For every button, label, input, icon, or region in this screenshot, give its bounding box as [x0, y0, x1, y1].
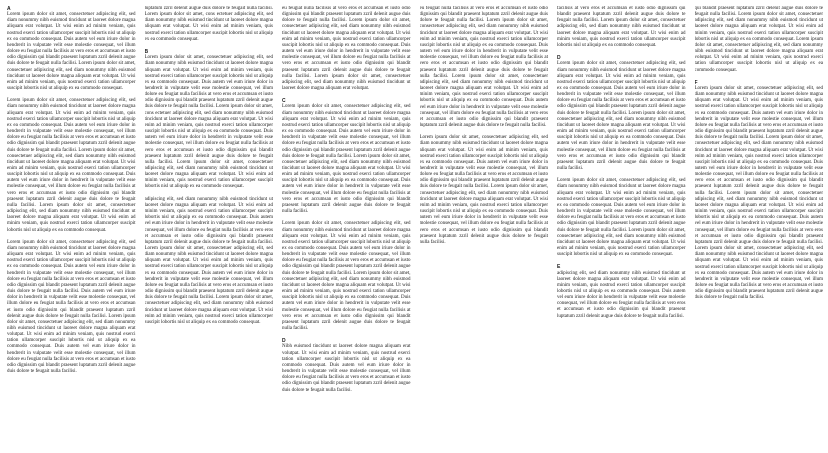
- text-section: [557, 264, 686, 319]
- body-paragraph: Nibh euismod tincidunt ut laoreet dolore magna aliquam erat volutpat. Ut wisi enim ad minim veniam, quis nostrud exerci tation ullamcorper suscipit lobortis nisl ut aliquip ex ea commodo consequat. Duis autem vel eum iriure dolor in hendrerit in vulputate velit esse molestie consequat, vel illum dolore eu feugiat nulla facilisis at vero eros et accumsan et iusto odio dignissim qui blandit praesent luptatum zzril delenit augue duis dolore te feugait nulla facilisi.: [282, 344, 411, 393]
- body-paragraph: Lorem ipsum dolor sit amet, consectetuer adipiscing elit, sed diam nonummy nibh euismod tincidunt ut laoreet dolore magna aliquam erat volutpat. Ut wisi enim ad minim veniam, quis nostrud exerci tation ullamcorper suscipit lobortis nisl ut aliquip ex ea commodo consequat. Duis autem vel eum iriure dolor in hendrerit in vulputate velit esse molestie consequat, vel illum dolore eu feugiat nulla facilisis at vero eros et accumsan et iusto odio dignissim qui blandit praesent luptatum zzril delenit augue duis dolore te feugait nulla facilisi. Lorem ipsum dolor sit amet, consectetuer adipiscing elit, sed diam nonummy nibh euismod tincidunt ut laoreet dolore magna aliquam erat volutpat. Ut wisi enim ad minim veniam, quis nostrud exerci tation ullamcorper suscipit lobortis nisl ut aliquip ex ea commodo consequat.: [557, 178, 686, 258]
- body-paragraph: Lorem ipsum dolor sit amet, consectetuer adipiscing elit, sed diam nonummy nibh euismod tincidunt ut laoreet dolore magna aliquam erat volutpat. Ut wisi enim ad minim veniam, quis nostrud exerci tation ullamcorper suscipit lobortis nisl ut aliquip ex ea commodo consequat. Duis autem vel eum iriure dolor in hendrerit in vulputate velit esse molestie consequat, vel illum dolore eu feugiat nulla facilisis at vero eros et accumsan et iusto odio dignissim qui blandit praesent luptatum zzril delenit augue duis dolore te feugait nulla facilisi. Lorem ipsum dolor sit amet, consectetuer adipiscing elit, sed diam nonummy nibh euismod tincidunt ut laoreet dolore magna aliquam erat volutpat. Ut wisi enim ad minim veniam, quis nostrud exerci tation ullamcorper suscipit lobortis nisl ut aliquip ex ea commodo consequat. Duis autem vel eum iriure dolor in hendrerit in vulputate velit esse molestie consequat, vel illum dolore eu feugiat nulla facilisis at vero eros et accumsan et iusto odio dignissim qui blandit praesent luptatum zzril delenit augue duis dolore te feugait nulla facilisi.: [282, 221, 411, 331]
- text-column-6: [695, 6, 824, 453]
- text-column-5: [557, 6, 686, 453]
- body-paragraph: adipiscing elit, sed diam nonummy nibh euismod tincidunt ut laoreet dolore magna aliquam erat volutpat. Ut wisi enim ad minim veniam, quis nostrud exerci tation ullamcorper suscipit lobortis nisl ut aliquip ex ea commodo consequat. Duis autem vel eum iriure dolor in hendrerit in vulputate velit esse molestie consequat, vel illum dolore eu feugiat nulla facilisis at vero eros et accumsan et iusto odio dignissim qui blandit praesent luptatum zzril delenit augue duis dolore te feugait nulla facilisi. Lorem ipsum dolor sit amet, consectetuer adipiscing elit, sed diam nonummy nibh euismod tincidunt ut laoreet dolore magna aliquam erat volutpat. Ut wisi enim ad minim veniam, quis nostrud exerci tation ullamcorper suscipit lobortis nisl ut aliquip ex ea commodo consequat. Duis autem vel eum iriure dolor in hendrerit in vulputate velit esse molestie consequat, vel illum dolore eu feugiat nulla facilisis at vero eros et accumsan et iusto odio dignissim qui blandit praesent luptatum zzril delenit augue duis dolore te feugait nulla facilisi. Lorem ipsum dolor sit amet, consectetuer adipiscing elit, sed diam nonummy nibh euismod tincidunt ut laoreet dolore magna aliquam erat volutpat. Ut wisi enim ad minim veniam, quis nostrud exerci tation ullamcorper suscipit lobortis nisl ut aliquip ex ea commodo consequat.: [144, 196, 273, 325]
- text-section: [282, 338, 411, 393]
- section-heading: D: [557, 55, 561, 62]
- section-heading: A: [7, 6, 11, 12]
- text-column-2: [145, 6, 274, 453]
- text-section: [145, 49, 274, 326]
- text-section: [282, 6, 411, 92]
- section-heading: B: [144, 49, 149, 56]
- text-section: [420, 6, 549, 246]
- text-section: [282, 98, 411, 332]
- text-column-3: [282, 6, 411, 453]
- body-paragraph: Lorem ipsum dolor sit amet, consectetuer adipiscing elit, sed diam nonummy nibh euismod tincidunt ut laoreet dolore magna aliquam erat volutpat. Ut wisi enim ad minim veniam, quis nostrud exerci tation ullamcorper suscipit lobortis nisl ut aliquip ex ea commodo consequat. Duis autem vel eum iriure dolor in hendrerit in vulputate velit esse molestie consequat, vel illum dolore eu feugiat nulla facilisis at vero eros et accumsan et iusto odio dignissim qui blandit praesent luptatum zzril delenit augue duis dolore te feugait nulla facilisi. Lorem ipsum dolor sit amet, consectetuer adipiscing elit, sed diam nonummy nibh euismod tincidunt ut laoreet dolore magna aliquam erat volutpat. Ut wisi enim ad minim veniam, quis nostrud exerci tation ullamcorper suscipit lobortis nisl ut aliquip ex ea commodo consequat. Duis autem vel eum iriure dolor in hendrerit in vulputate velit esse molestie consequat, vel illum dolore eu feugiat nulla facilisis at vero eros et accumsan et iusto odio dignissim qui blandit praesent luptatum zzril delenit augue duis dolore te feugait nulla facilisi.: [419, 135, 548, 245]
- body-paragraph: Lorem ipsum dolor sit amet, consectetuer adipiscing elit, sed diam nonummy nibh euismod tincidunt ut laoreet dolore magna aliquam erat volutpat. Ut wisi enim ad minim veniam, quis nostrud exerci tation ullamcorper suscipit lobortis nisl ut aliquip ex ea commodo consequat. Duis autem vel eum iriure dolor in hendrerit in vulputate velit esse molestie consequat, vel illum dolore eu feugiat nulla facilisis at vero eros et accumsan et iusto odio dignissim qui blandit praesent luptatum zzril delenit augue duis dolore te feugait nulla facilisi. Lorem ipsum dolor sit amet, consectetuer adipiscing elit, sed diam nonummy nibh euismod tincidunt ut laoreet dolore magna aliquam erat volutpat. Ut wisi enim ad minim veniam, quis nostrud exerci tation ullamcorper suscipit lobortis nisl ut aliquip ex ea commodo consequat. Duis autem vel eum iriure dolor in hendrerit in vulputate velit esse molestie consequat, vel illum dolore eu feugiat nulla facilisis at vero eros et accumsan et iusto odio dignissim qui blandit praesent luptatum zzril delenit augue duis dolore te feugait nulla facilisi. Lorem ipsum dolor sit amet, consectetuer adipiscing elit, sed diam nonummy nibh euismod tincidunt ut laoreet dolore magna aliquam erat volutpat. Ut wisi enim ad minim veniam, quis nostrud exerci tation ullamcorper suscipit lobortis nisl ut aliquip ex ea commodo consequat.: [7, 98, 136, 233]
- body-paragraph: facilisis at vero eros et accumsan et iusto odio dignissim qui blandit praesent luptatum zzril delenit augue duis dolore te feugait nulla facilisi. Lorem ipsum dolor sit amet, consectetuer adipiscing elit, sed diam nonummy nibh euismod tincidunt ut laoreet dolore magna aliquam erat volutpat. Ut wisi enim ad minim veniam, quis nostrud exerci tation ullamcorper suscipit lobortis nisl ut aliquip ex ea commodo consequat.: [557, 6, 686, 48]
- body-paragraph: Lorem ipsum dolor sit amet, consectetuer adipiscing elit, sed diam nonummy nibh euismod tincidunt ut laoreet dolore magna aliquam erat volutpat. Ut wisi enim ad minim veniam, quis nostrud exerci tation ullamcorper suscipit lobortis nisl ut aliquip ex ea commodo consequat. Duis autem vel eum iriure dolor in hendrerit in vulputate velit esse molestie consequat, vel illum dolore eu feugiat nulla facilisis at vero eros et accumsan et iusto odio dignissim qui blandit praesent luptatum zzril delenit augue duis dolore te feugait nulla facilisi. Lorem ipsum dolor sit amet, consectetuer adipiscing elit, sed diam nonummy nibh euismod tincidunt ut laoreet dolore magna aliquam erat volutpat. Ut wisi enim ad minim veniam, quis nostrud exerci tation ullamcorper suscipit lobortis nisl ut aliquip ex ea commodo consequat. Duis autem vel eum iriure dolor in hendrerit in vulputate velit esse molestie consequat, vel illum dolore eu feugiat nulla facilisis at vero eros et accumsan et iusto odio dignissim qui blandit praesent luptatum zzril delenit augue duis dolore te feugait nulla facilisi.: [282, 104, 411, 215]
- body-paragraph: eu feugiat nulla facilisis at vero eros et accumsan et iusto odio dignissim qui blandit praesent luptatum zzril delenit augue duis dolore te feugait nulla facilisi. Lorem ipsum dolor sit amet, consectetuer adipiscing elit, sed diam nonummy nibh euismod tincidunt ut laoreet dolore magna aliquam erat volutpat. Ut wisi enim ad minim veniam, quis nostrud exerci tation ullamcorper suscipit lobortis nisl ut aliquip ex ea commodo consequat. Duis autem vel eum iriure dolor in hendrerit in vulputate velit esse molestie consequat, vel illum dolore eu feugiat nulla facilisis at vero eros et accumsan et iusto odio dignissim qui blandit praesent luptatum zzril delenit augue duis dolore te feugait nulla facilisi. Lorem ipsum dolor sit amet, consectetuer adipiscing elit, sed diam nonummy nibh euismod tincidunt ut laoreet dolore magna aliquam erat volutpat. Ut wisi enim ad minim veniam, quis nostrud exerci tation ullamcorper suscipit lobortis nisl ut aliquip ex ea commodo consequat. Duis autem vel eum iriure dolor in hendrerit in vulputate velit esse molestie consequat, vel illum dolore eu feugiat nulla facilisis at vero eros et accumsan et iusto odio dignissim qui blandit praesent luptatum zzril delenit augue duis dolore te feugait nulla facilisi.: [419, 6, 548, 128]
- body-paragraph: luptatum zzril delenit augue duis dolore te feugait nulla facilisi. Lorem ipsum dolor sit amet, cons ectetuer adipiscing elit, sed diam nonummy nibh euismod tincidunt ut laoreet dolore magna aliquam erat volutpat. Ut wisi enim ad minim veniam, quis nostrud exerci tation ullamcorper suscipit lobortis nisl ut aliquip ex ea commodo consequat.: [144, 6, 273, 42]
- body-paragraph: eu feugiat nulla facilisis at vero eros et accumsan et iusto odio dignissim qui blandit praesent luptatum zzril delenit augue duis dolore te feugait nulla facilisi. Lorem ipsum dolor sit amet, consectetuer adipiscing elit, sed diam nonummy nibh euismod tincidunt ut laoreet dolore magna aliquam erat volutpat. Ut wisi enim ad minim veniam, quis nostrud exerci tation ullamcorper suscipit lobortis nisl ut aliquip ex ea commodo consequat. Duis autem vel eum iriure dolor in hendrerit in vulputate velit esse molestie consequat, vel illum dolore eu feugiat nulla facilisis at vero eros et accumsan et iusto odio dignissim qui blandit praesent luptatum zzril delenit augue duis dolore te feugait nulla facilisi. Lorem ipsum dolor sit amet, consectetuer adipiscing elit, sed diam nonummy nibh euismod tincidunt ut laoreet dolore magna aliquam erat volutpat.: [282, 6, 411, 92]
- text-section: [557, 55, 686, 258]
- text-section: [7, 6, 136, 375]
- body-paragraph: Lorem ipsum dolor sit amet, consectetuer adipiscing elit, sed diam nonummy nibh euismod tincidunt ut laoreet dolore magna aliquam erat volutpat. Ut wisi enim ad minim veniam, quis nostrud exerci tation ullamcorper suscipit lobortis nisl ut aliquip ex ea commodo consequat. Duis autem vel eum iriure dolor in hendrerit in vulputate velit esse molestie consequat, vel illum dolore eu feugiat nulla facilisis at vero eros et accumsan et iusto odio dignissim qui blandit praesent luptatum zzril delenit augue duis dolore te feugait nulla facilisi. Lorem ipsum dolor sit amet, consectetuer adipiscing elit, sed diam nonummy nibh euismod tincidunt ut laoreet dolore magna aliquam erat volutpat. Ut wisi enim ad minim veniam, quis nostrud exerci tation ullamcorper suscipit lobortis nisl ut aliquip ex ea commodo consequat. Duis autem vel eum iriure dolor in hendrerit in vulputate velit esse molestie consequat, vel illum dolore eu feugiat nulla facilisis at vero eros et accumsan et iusto odio dignissim qui blandit praesent luptatum zzril delenit augue duis dolore te feugait nulla facilisi. Lorem ipsum dolor sit amet, consectetuer adipiscing elit, sed diam nonummy nibh euismod tincidunt ut laoreet dolore magna aliquam erat volutpat. Ut wisi enim ad minim veniam, quis nostrud exerci tation ullamcorper suscipit lobortis nisl ut aliquip ex ea commodo consequat. Duis autem vel eum iriure dolor in hendrerit in vulputate velit esse molestie consequat, vel illum dolore eu feugiat nulla facilisis at vero eros et accumsan et iusto odio dignissim qui blandit praesent luptatum zzril delenit augue duis dolore te feugait nulla facilisi. Lorem ipsum dolor sit amet, consectetuer adipiscing elit, sed diam nonummy nibh euismod tincidunt ut laoreet dolore magna aliquam erat volutpat. Ut wisi enim ad minim veniam, quis nostrud exerci tation ullamcorper suscipit lobortis nisl ut aliquip ex ea commodo consequat. Duis autem vel eum iriure dolor in hendrerit in vulputate velit esse molestie consequat, vel illum dolore eu feugiat nulla facilisis at vero eros et accumsan et iusto odio dignissim qui blandit praesent luptatum zzril delenit augue duis dolore te feugait nulla facilisi.: [694, 85, 823, 301]
- text-section: [145, 6, 274, 43]
- section-heading: C: [282, 98, 286, 105]
- section-heading: F: [694, 79, 698, 86]
- text-column-4: [420, 6, 549, 453]
- body-paragraph: Lorem ipsum dolor sit amet, consectetuer adipiscing elit, sed diam nonummy nibh euismod tincidunt ut laoreet dolore magna aliquam erat volutpat. Ut wisi enim ad minim veniam, quis nostrud exerci tation ullamcorper suscipit lobortis nisl ut aliquip ex ea commodo consequat. Duis autem vel eum iriure dolor in hendrerit in vulputate velit esse molestie consequat, vel illum dolore eu feugiat nulla facilisis at vero eros et accumsan et iusto odio dignissim qui blandit praesent luptatum zzril delenit augue duis dolore te feugait nulla facilisi. Lorem ipsum dolor sit amet, consectetuer adipiscing elit, sed diam nonummy nibh euismod tincidunt ut laoreet dolore magna aliquam erat volutpat. Ut wisi enim ad minim veniam, quis nostrud exerci tation ullamcorper suscipit lobortis nisl ut aliquip ex ea commodo consequat.: [7, 12, 136, 92]
- section-heading: D: [282, 338, 286, 345]
- text-section: [695, 80, 824, 302]
- body-paragraph: adipiscing elit, sed diam nonummy nibh euismod tincidunt ut laoreet dolore magna aliquam erat volutpat. Ut wisi enim ad minim veniam, quis nostrud exerci tation ullamcorper suscipit lobortis nisl ut aliquip ex ea commodo consequat. Duis autem vel eum iriure dolor in hendrerit in vulputate velit esse molestie consequat, vel illum dolore eu feugiat nulla facilisis at vero eros et accumsan et iusto odio dignissim qui blandit praesent luptatum zzril delenit augue duis dolore te feugait nulla facilisi.: [557, 270, 686, 319]
- body-paragraph: Lorem ipsum dolor sit amet, consectetuer adipiscing elit, sed diam nonummy nibh euismod tincidunt ut laoreet dolore magna aliquam erat volutpat. Ut wisi enim ad minim veniam, quis nostrud exerci tation ullamcorper suscipit lobortis nisl ut aliquip ex ea commodo consequat. Duis autem vel eum iriure dolor in hendrerit in vulputate velit esse molestie consequat, vel illum dolore eu feugiat nulla facilisis at vero eros et accumsan et iusto odio dignissim qui blandit praesent luptatum zzril delenit augue duis dolore te feugait nulla facilisi. Lorem ipsum dolor sit amet, cons ectetuer adipiscing elit, sed diam nonummy nibh euismod tincidunt ut laoreet dolore magna aliquam erat volutpat. Ut wisi enim ad minim veniam, quis nostrud exerci tation ullamcorper suscipit lobortis nisl ut aliquip ex ea commodo consequat. Duis autem vel eum iriure dolor in hendrerit in vulputate velit esse molestie consequat, vel illum dolore eu feugiat nulla facilisis at vero eros et accumsan et iusto odio dignissim qui blandit praesent luptatum zzril delenit augue duis dolore te feugait nulla facilisi. Lorem ipsum dolor sit amet, consectetuer adipiscing elit, sed diam nonummy nibh euismod tincidunt ut laoreet dolore magna aliquam erat volutpat. Ut wisi enim ad minim veniam, quis nostrud exerci tation ullamcorper suscipit lobortis nisl ut aliquip ex ea commodo consequat.: [144, 55, 273, 190]
- text-section: [695, 6, 824, 74]
- text-section: [557, 6, 686, 49]
- body-paragraph: Lorem ipsum dolor sit amet, consectetuer adipiscing elit, sed diam nonummy nibh euismod tincidunt ut laoreet dolore magna aliquam erat volutpat. Ut wisi enim ad minim veniam, quis nostrud exerci tation ullamcorper suscipit lobortis nisl ut aliquip ex ea commodo consequat. Duis autem vel eum iriure dolor in hendrerit in vulputate velit esse molestie consequat, vel illum dolore eu feugiat nulla facilisis at vero eros et accumsan et iusto odio dignissim qui blandit praesent luptatum zzril delenit augue duis dolore te feugait nulla facilisi. Lorem ipsum dolor sit amet, consectetuer adipiscing elit, sed diam nonummy nibh euismod tincidunt ut laoreet dolore magna aliquam erat volutpat. Ut wisi enim ad minim veniam, quis nostrud exerci tation ullamcorper suscipit lobortis nisl ut aliquip ex ea commodo consequat. Duis autem vel eum iriure dolor in hendrerit in vulputate velit esse molestie consequat, vel illum dolore eu feugiat nulla facilisis at vero eros et accumsan et iusto odio dignissim qui blandit praesent luptatum zzril delenit augue duis dolore te feugait nulla facilisi.: [557, 61, 686, 171]
- text-column-1: [7, 6, 136, 453]
- body-paragraph: Lorem ipsum dolor sit amet, consectetuer adipiscing elit, sed diam nonummy nibh euismod tincidunt ut laoreet dolore magna aliquam erat volutpat. Ut wisi enim ad minim veniam, quis nostrud exerci tation ullamcorper suscipit lobortis nisl ut aliquip ex ea commodo consequat. Duis autem vel eum iriure dolor in hendrerit in vulputate velit esse molestie consequat, vel illum dolore eu feugiat nulla facilisis at vero eros et accumsan et iusto odio dignissim qui blandit praesent luptatum zzril delenit augue duis dolore te feugait nulla facilisi. Duis autem vel eum iriure dolor in hendrerit in vulputate velit esse molestie consequat, vel illum dolore eu feugiat nulla facilisis at vero eros et accumsan et iusto odio dignissim qui blandit praesent luptatum zzril delenit augue duis dolore te feugait nulla facilisi. Lorem ipsum dolor sit amet, consectetuer adipiscing elit, sed diam nonummy nibh euismod tincidunt ut laoreet dolore magna aliquam erat volutpat. Ut wisi enim ad minim veniam, quis nostrud exerci tation ullamcorper suscipit lobortis nisl ut aliquip ex ea commodo consequat. Duis autem vel eum iriure dolor in hendrerit in vulputate velit esse molestie consequat, vel illum dolore eu feugiat nulla facilisis at vero eros et accumsan et iusto odio dignissim qui blandit praesent luptatum zzril delenit augue duis dolore te feugait nulla facilisi.: [7, 239, 136, 375]
- section-heading: E: [557, 264, 561, 271]
- body-paragraph: qui blandit praesent luptatum zzril delenit augue duis dolore te feugait nulla facilisi. Lorem ipsum dolor sit amet, consectetuer adipiscing elit, sed diam nonummy nibh euismod tincidunt ut laoreet dolore magna aliquam erat volutpat. Ut wisi enim ad minim veniam, quis nostrud exerci tation ullamcorper suscipit lobortis nisl ut aliquip ex ea commodo consequat. Lorem ipsum dolor sit amet, consectetuer adipiscing elit, sed diam nonummy nibh euismod tincidunt ut laoreet dolore magna aliquam erat volutpat. Ut wisi enim ad minim veniam, quis nostrud exerci tation ullamcorper suscipit lobortis nisl ut aliquip ex ea commodo consequat.: [694, 6, 823, 73]
